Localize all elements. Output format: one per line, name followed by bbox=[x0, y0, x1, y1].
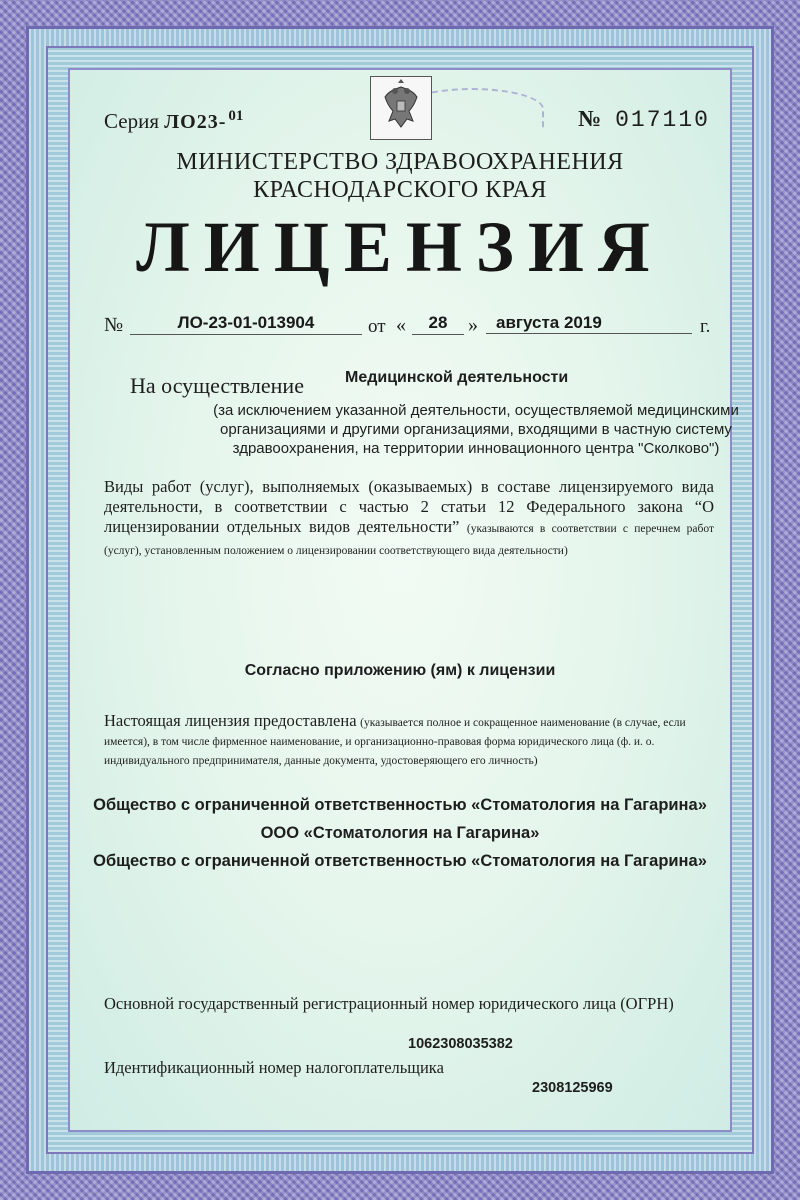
registration-number: ЛО-23-01-013904 bbox=[130, 312, 362, 335]
series-code: ЛО23- bbox=[164, 111, 227, 133]
works-paragraph bbox=[104, 477, 714, 561]
inn-value: 2308125969 bbox=[532, 1080, 613, 1096]
registration-month-year: августа 2019 bbox=[486, 312, 692, 334]
document-title: ЛИЦЕНЗИЯ bbox=[136, 207, 664, 287]
series-line bbox=[104, 108, 243, 134]
works-note: (указываются в соответствии с перечнем работ (услуг), установленным положением о лицензировании соответствующего вида деятельности) bbox=[104, 523, 714, 557]
activity-name: Медицинской деятельности bbox=[345, 369, 569, 386]
ogrn-label: Основной государственный регистрационный номер юридического лица (ОГРН) bbox=[104, 994, 674, 1013]
ogrn-value: 1062308035382 bbox=[408, 1036, 513, 1052]
activity-description: (за исключением указанной деятельности, осуществляемой медицинскими организациями и другими организациями, входящими в частную систему здравоохранения, на территории инновационного центра "Сколково") bbox=[213, 402, 739, 457]
coat-of-arms-icon bbox=[370, 76, 432, 140]
series-suffix: 01 bbox=[228, 108, 244, 124]
number-sign: № bbox=[578, 106, 602, 131]
ministry-line-1: МИНИСТЕРСТВО ЗДРАВООХРАНЕНИЯ bbox=[176, 149, 624, 175]
granted-text: Настоящая лицензия предоставлена bbox=[104, 711, 357, 730]
quote-close: » bbox=[468, 314, 478, 336]
organization-short-name: ООО «Стоматология на Гагарина» bbox=[260, 824, 540, 842]
appendix-reference: Согласно приложению (ям) к лицензии bbox=[244, 662, 556, 679]
year-suffix: г. bbox=[700, 316, 711, 337]
granted-note: (указывается полное и сокращенное наименование (в случае, если имеется), в том числе фирменное наименование, и организационно-правовая форма юридического лица (ф. и. о. индивидуального предпринимателя, данные документа, удостоверяющего его личность) bbox=[104, 717, 686, 767]
from-label: от bbox=[368, 316, 386, 337]
quote-open: « bbox=[396, 314, 406, 336]
organization-full-name: Общество с ограниченной ответственностью «Стоматология на Гагарина» bbox=[93, 796, 707, 814]
registration-number-sign: № bbox=[104, 314, 124, 336]
works-text: Виды работ (услуг), выполняемых (оказываемых) в составе лицензируемого вида деятельности, в соответствии с частью 2 статьи 12 Федерального закона “О лицензировании отдельных видов деятельности” bbox=[104, 477, 714, 536]
series-label: Серия bbox=[104, 109, 159, 133]
blank-number bbox=[578, 106, 710, 133]
organization-firm-name: Общество с ограниченной ответственностью «Стоматология на Гагарина» bbox=[93, 852, 707, 870]
granted-paragraph bbox=[104, 712, 714, 770]
issuing-authority bbox=[0, 148, 800, 204]
inn-label: Идентификационный номер налогоплательщика bbox=[104, 1058, 444, 1077]
blank-number-value: 017110 bbox=[615, 107, 710, 133]
activity-label: На осуществление bbox=[130, 373, 304, 398]
registration-day: 28 bbox=[412, 312, 464, 335]
ministry-line-2: КРАСНОДАРСКОГО КРАЯ bbox=[253, 177, 547, 203]
